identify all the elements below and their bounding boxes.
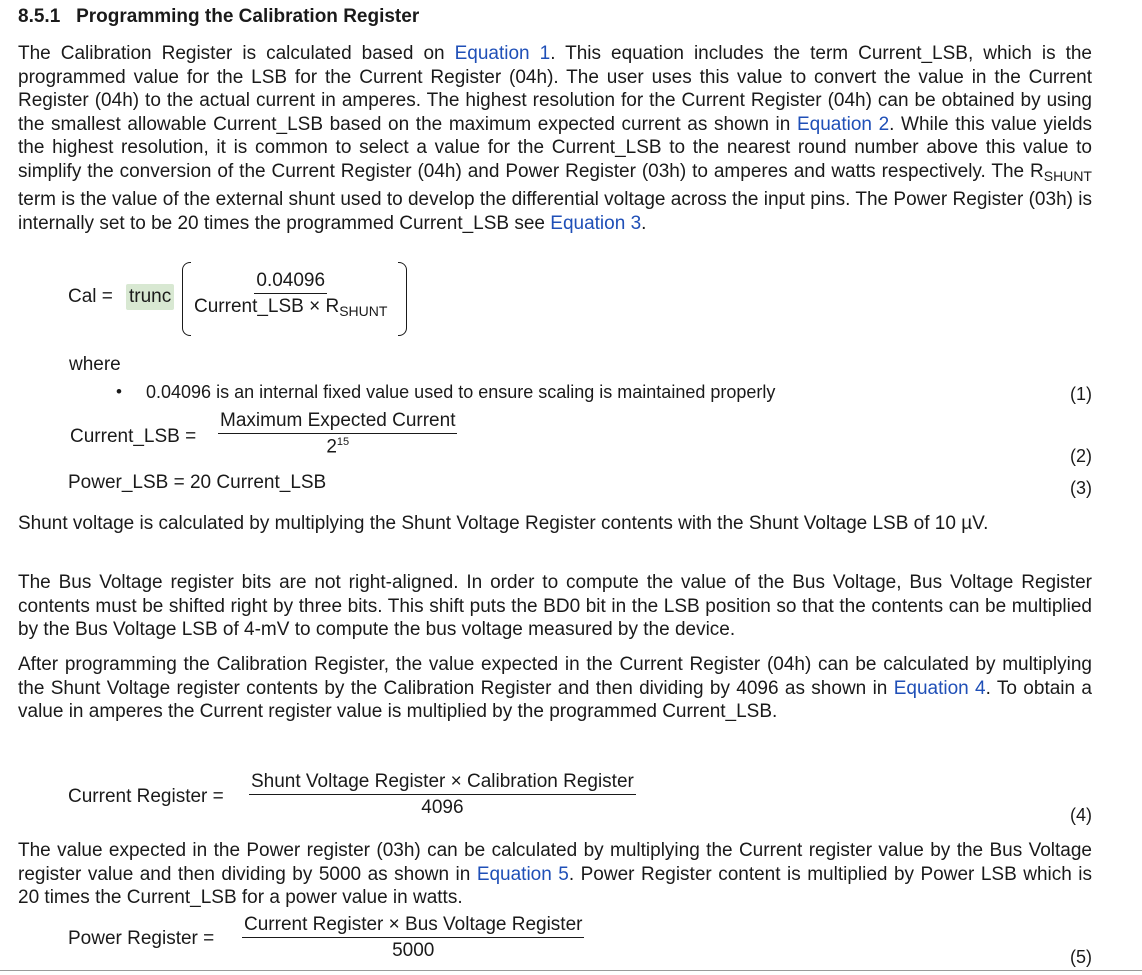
text-run: . This equation includes the term Current_LSB, which is the programmed value for the LSB for the Current Register (04h). The user uses this value to convert the value in the Current Register (04h) to the actual current in amperes. The highest resolution for the Current Register (04h) can be obtained by using the smallest allowable Current_LSB based on the maximum expected current as shown in bbox=[18, 43, 1092, 135]
paragraph-power-register bbox=[18, 839, 1092, 910]
where-label: where bbox=[69, 354, 121, 375]
eq1-lhs: Cal = bbox=[68, 286, 113, 307]
eq1-left-bracket bbox=[182, 262, 191, 336]
eq2-number: (2) bbox=[1070, 446, 1092, 466]
eq2-fraction bbox=[218, 410, 457, 458]
eq1-trunc: trunc bbox=[126, 284, 174, 310]
eq1-den-subscript: SHUNT bbox=[339, 303, 388, 319]
eq3-number: (3) bbox=[1070, 478, 1092, 498]
text-run: . While this value yields the highest resolution, it is common to select a value for the Current_LSB to the nearest round number above this value to simplify the conversion of the Current Register (04h) and Power Register (03h) to amperes and watts respectively. The R bbox=[18, 113, 1093, 182]
eq2-lhs: Current_LSB = bbox=[70, 426, 197, 447]
eq5-fraction bbox=[242, 914, 584, 962]
equation-5-link[interactable]: Equation 5 bbox=[476, 863, 569, 885]
bullet: • bbox=[116, 382, 122, 401]
eq4-lhs: Current Register = bbox=[68, 786, 224, 807]
eq2-den-base: 2 bbox=[326, 436, 337, 458]
text-run: . Power Register content is multiplied by Power LSB which is 20 times the Current_LSB for a power value in watts. bbox=[18, 863, 1092, 908]
eq5-lhs: Power Register = bbox=[68, 928, 215, 949]
text-run: After programming the Calibration Register, the value expected in the Current Register (04h) can be calculated by multiplying the Shunt Voltage register contents by the Calibration Register and then dividing by 4096 as shown in bbox=[18, 654, 1092, 699]
eq1-den-text: Current_LSB × R bbox=[194, 296, 340, 317]
text-run: The Calibration Register is calculated based on bbox=[18, 43, 455, 64]
subscript-shunt: SHUNT bbox=[1043, 167, 1092, 184]
section-title: Programming the Calibration Register bbox=[76, 6, 420, 27]
eq5-denominator: 5000 bbox=[392, 940, 435, 961]
eq2-den-exponent: 15 bbox=[336, 436, 350, 448]
paragraph-calibration-intro bbox=[18, 42, 1092, 235]
eq4-numerator: Shunt Voltage Register × Calibration Register bbox=[249, 771, 636, 795]
eq2-numerator: Maximum Expected Current bbox=[218, 410, 457, 434]
text-run: . bbox=[641, 212, 647, 234]
eq1-numerator: 0.04096 bbox=[254, 270, 327, 294]
eq5-number: (5) bbox=[1070, 947, 1092, 967]
eq5-numerator: Current Register × Bus Voltage Register bbox=[242, 914, 584, 938]
equation-4-link[interactable]: Equation 4 bbox=[893, 677, 986, 699]
eq1-number: (1) bbox=[1070, 384, 1092, 404]
page-bottom-rule bbox=[0, 970, 1142, 971]
paragraph-bus-voltage: The Bus Voltage register bits are not right-aligned. In order to compute the value of the Bus Voltage, Bus Voltage Register contents must be shifted right by three bits. This shift puts the BD0 bit in the LSB position so that the contents can be multiplied by the Bus Voltage LSB of 4-mV to compute the bus voltage measured by the device. bbox=[18, 572, 1092, 640]
eq1-right-bracket bbox=[398, 262, 407, 336]
paragraph-current-register bbox=[18, 653, 1092, 724]
eq3: Power_LSB = 20 Current_LSB bbox=[68, 472, 327, 493]
eq1-denominator bbox=[192, 294, 389, 319]
equation-3-link[interactable]: Equation 3 bbox=[550, 212, 642, 234]
eq4-fraction bbox=[249, 771, 636, 819]
text-run: . To obtain a value in amperes the Current register value is multiplied by the programmed Current_LSB. bbox=[18, 677, 1092, 722]
eq1-fraction bbox=[192, 270, 389, 319]
eq4-number: (4) bbox=[1070, 805, 1092, 825]
section-heading bbox=[18, 6, 419, 28]
equation-2-link[interactable]: Equation 2 bbox=[796, 113, 890, 135]
paragraph-shunt-voltage: Shunt voltage is calculated by multiplying the Shunt Voltage Register contents with the Shunt Voltage LSB of 10 µV. bbox=[18, 513, 989, 534]
eq4-denominator: 4096 bbox=[421, 797, 464, 818]
where-item: 0.04096 is an internal fixed value used to ensure scaling is maintained properly bbox=[146, 382, 776, 402]
text-run: The value expected in the Power register (03h) can be calculated by multiplying the Current register value by the Bus Voltage register value and then dividing by 5000 as shown in bbox=[18, 840, 1092, 885]
section-number: 8.5.1 bbox=[18, 6, 61, 27]
text-run: term is the value of the external shunt used to develop the differential voltage across the input pins. The Power Register (03h) is internally set to be 20 times the programmed Current_LSB see bbox=[18, 189, 1092, 234]
eq2-denominator bbox=[324, 434, 351, 458]
equation-1-link[interactable]: Equation 1 bbox=[454, 43, 551, 64]
